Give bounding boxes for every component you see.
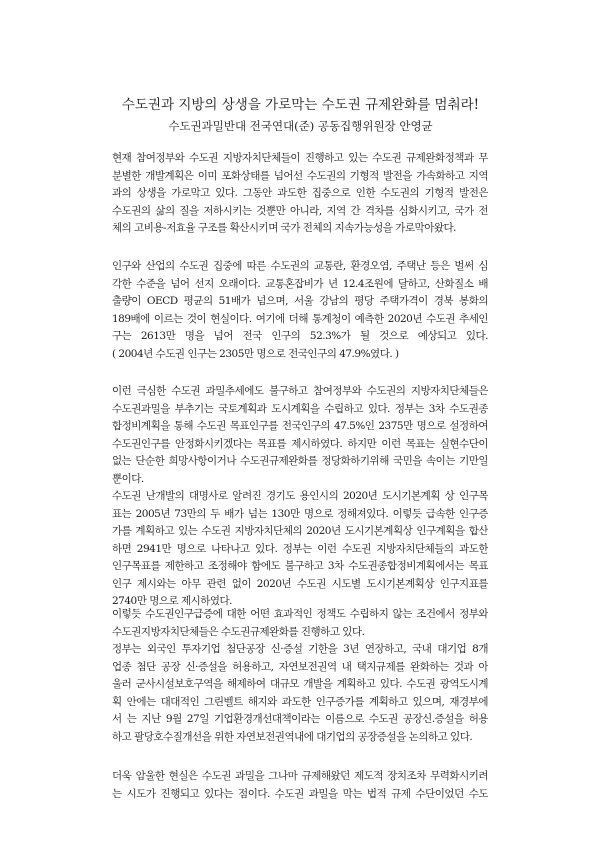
paragraph-line: 과의 상생을 가로막고 있다. 그동안 과도한 집중으로 인한 수도권의 기형적 발전은: [112, 187, 488, 199]
paragraph-intro: [112, 150, 488, 238]
paragraph-line: 구는 2613만 명을 넘어 전국 인구의 52.3%가 될 것으로 예상되고 있다.: [112, 330, 488, 342]
paragraph-line: 이렇듯 수도권인구급증에 대한 어떤 효과적인 정책도 수립하지 않는 조건에서 정부와: [112, 608, 488, 620]
paragraph-line: 인구와 산업의 수도권 집중에 따른 수도권의 교통란, 환경오염, 주택난 등은 벌써 심: [112, 260, 488, 272]
paragraph-line: 합정비계획을 통해 수도권 목표인구를 전국인구의 47.5%인 2375만 명으로 설정하여: [112, 420, 488, 432]
paragraph-line: 분별한 개발계획은 이미 포화상태를 넘어선 수도권의 기형적 발전을 가속화하고 지역: [112, 169, 488, 182]
paragraph-line: 정부는 외국인 투자기업 첨단공장 신·증설 기한을 3년 연장하고, 국내 대기업 8개: [112, 643, 488, 655]
paragraph-line: 하고 팔당호수질개선을 위한 자연보전권역내에 대기업의 공장증설을 논의하고 있다.: [112, 730, 473, 743]
paragraph-line: 수도권과밀을 부추기는 국토계획과 도시계획을 수립하고 있다. 정부는 3차 수도권종: [112, 402, 488, 415]
paragraph-line: 없는 단순한 희망사항이거나 수도권규제완화를 정당화하기위해 국민을 속이는 기만일: [112, 455, 488, 467]
paragraph-line: 189배에 이르는 것이 현실이다. 여기에 더해 통계청이 예측한 2020년 수도권 추세인: [112, 312, 488, 325]
paragraph-line: 수도권의 삶의 질을 저하시키는 것뿐만 아니라, 지역 간 격차를 심화시키고, 국가 전: [112, 204, 488, 217]
paragraph-line: 수도권 난개발의 대명사로 알려진 경기도 용인시의 2020년 도시기본계획 상 인구목: [112, 490, 488, 502]
paragraph-government-plan: [112, 383, 488, 488]
paragraph-line: 2740만 명으로 제시하였다.: [112, 595, 233, 607]
paragraph-line: 하면 2941만 명으로 나타나고 있다. 정부는 이런 수도권 지방자치단체들의 과도한: [112, 542, 488, 555]
paragraph-line: 이런 극심한 수도권 과밀추세에도 불구하고 참여정부와 수도권의 지방자치단체들은: [112, 385, 488, 397]
paragraph-line: 체의 고비용-저효율 구조를 확산시키며 국가 전체의 지속가능성을 가로막아왔다.: [112, 222, 456, 234]
document-subtitle: 수도권과밀반대 전국연대(준) 공동집행위원장 안영균: [168, 119, 433, 133]
paragraph-line: 출량이 OECD 평균의 51배가 넘으며, 서울 강남의 평당 주택가격이 경북 봉화의: [112, 295, 488, 307]
document-title: 수도권과 지방의 상생을 가로막는 수도권 규제완화를 멈춰라!: [121, 97, 480, 113]
paragraph-line: 획 안에는 대대적인 그린벨트 해지와 과도한 인구증가를 계획하고 있으며, 재경부에: [112, 695, 488, 708]
paragraph-line: 울러 군사시설보호구역을 해제하여 대규모 개발을 계획하고 있다. 수도권 광역도시계: [112, 678, 488, 690]
paragraph-line: 수도권인구를 안정화시키겠다는 목표를 제시하였다. 하지만 이런 목표는 실현수단이: [112, 437, 488, 450]
paragraph-line: 현재 참여정부와 수도권 지방자치단체들이 진행하고 있는 수도권 규제완화정책과 무: [112, 152, 488, 164]
paragraph-line: 가를 계획하고 있는 수도권 지방자치단체의 2020년 도시기본계획상 인구계획을 합산: [112, 525, 488, 537]
paragraph-institutional: [112, 768, 488, 803]
paragraph-line: 표는 2005년 73만의 두 배가 넘는 130만 명으로 정해져있다. 이렇듯 급속한 인구증: [112, 507, 488, 520]
paragraph-line: 각한 수준을 넘어 선지 오래이다. 교통혼잡비가 년 12.4조원에 달하고, 산화질소 배: [112, 277, 488, 290]
paragraph-population: [112, 258, 488, 363]
paragraph-yongin: [112, 488, 488, 611]
paragraph-line: 는 시도가 진행되고 있다는 점이다. 수도권 과밀을 막는 법적 규제 수단이었던 수도: [112, 787, 488, 800]
paragraph-line: ( 2004년 수도권 인구는 2305만 명으로 전국인구의 47.9%였다. ): [112, 347, 399, 360]
paragraph-line: 더욱 암울한 현실은 수도권 과밀을 그나마 규제해왔던 제도적 장치조차 무력화시키려: [112, 770, 488, 782]
paragraph-line: 서 는 지난 9월 27일 기업환경개선대책이라는 이름으로 수도권 공장신.증설을 허용: [112, 713, 488, 725]
paragraph-line: 인구 제시와는 아무 관련 없이 2020년 수도권 시도별 도시기본계획상 인구지표를: [112, 577, 488, 590]
paragraph-line: 뿐이다.: [112, 472, 144, 485]
paragraph-line: 업종 첨단 공장 신·증설을 허용하고, 자연보전권역 내 택지규제를 완화하는 것과 아: [112, 660, 488, 673]
paragraph-line: 수도권지방자치단체들은 수도권규제완화를 진행하고 있다.: [112, 625, 365, 638]
paragraph-line: 인구목표를 제한하고 조정해야 함에도 불구하고 3차 수도권종합정비계획에서는 목표: [112, 560, 488, 572]
paragraph-deregulation: [112, 606, 488, 746]
